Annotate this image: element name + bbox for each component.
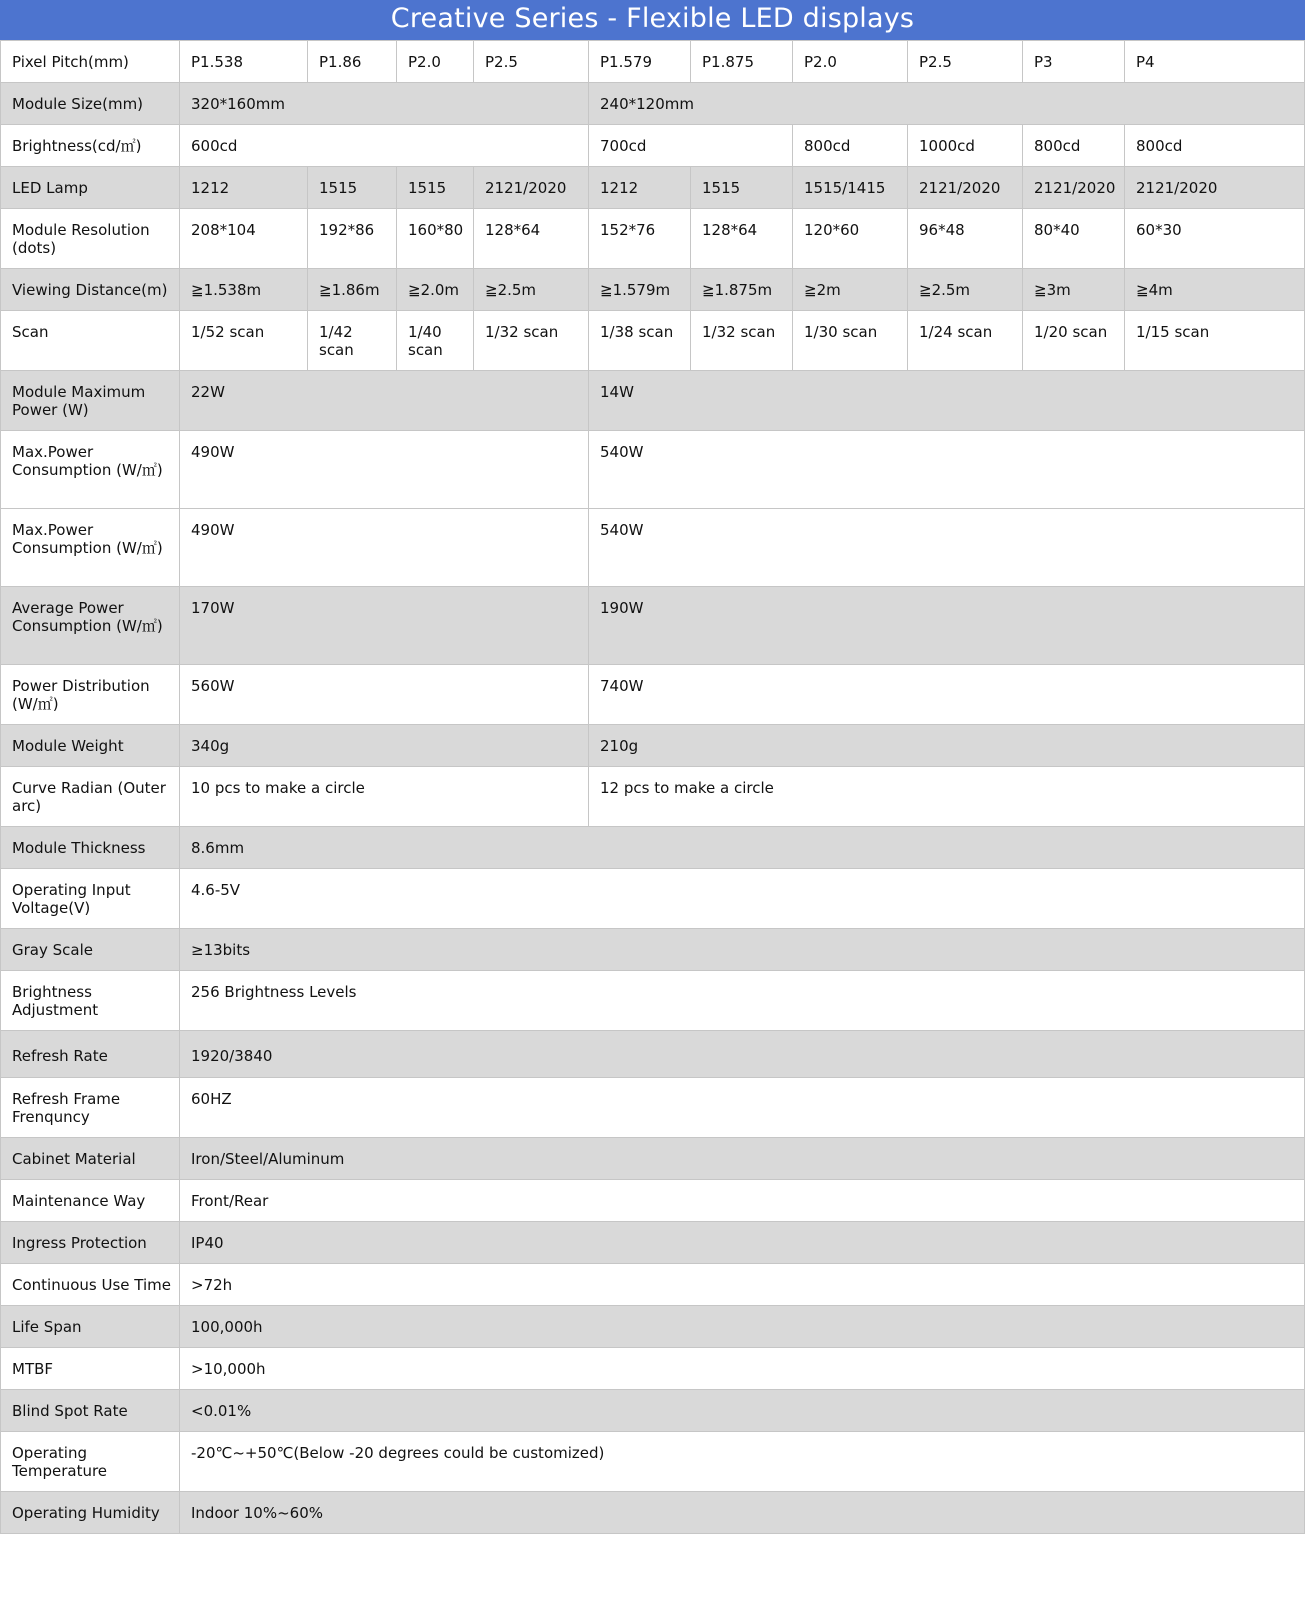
row-label: Life Span bbox=[1, 1306, 180, 1348]
table-cell: Front/Rear bbox=[180, 1180, 1305, 1222]
table-row-max-power-consumption bbox=[1, 431, 1305, 509]
table-row-ingress-protection bbox=[1, 1222, 1305, 1264]
row-label: Power Distribution (W/㎡) bbox=[1, 665, 180, 725]
table-cell: 100,000h bbox=[180, 1306, 1305, 1348]
table-cell: ≧1.875m bbox=[691, 269, 793, 311]
table-row-led-lamp bbox=[1, 167, 1305, 209]
row-label: Max.Power Consumption (W/㎡) bbox=[1, 431, 180, 509]
table-cell: 192*86 bbox=[308, 209, 397, 269]
row-label: Continuous Use Time bbox=[1, 1264, 180, 1306]
table-row-cabinet-material bbox=[1, 1138, 1305, 1180]
table-cell: P1.86 bbox=[308, 41, 397, 83]
table-cell: >10,000h bbox=[180, 1348, 1305, 1390]
row-label: Module Thickness bbox=[1, 827, 180, 869]
table-row-module-resolution bbox=[1, 209, 1305, 269]
table-cell: 1/42 scan bbox=[308, 311, 397, 371]
table-cell: 490W bbox=[180, 509, 589, 587]
table-row-refresh-frame bbox=[1, 1078, 1305, 1138]
row-label: Scan bbox=[1, 311, 180, 371]
table-row-life-span bbox=[1, 1306, 1305, 1348]
page-title: Creative Series - Flexible LED displays bbox=[0, 0, 1305, 40]
table-cell: 2121/2020 bbox=[474, 167, 589, 209]
table-row-viewing-distance bbox=[1, 269, 1305, 311]
table-row-refresh-rate bbox=[1, 1031, 1305, 1078]
table-cell: Indoor 10%~60% bbox=[180, 1492, 1305, 1534]
table-cell: 700cd bbox=[589, 125, 793, 167]
table-cell: 60HZ bbox=[180, 1078, 1305, 1138]
table-cell: 128*64 bbox=[691, 209, 793, 269]
row-label: Pixel Pitch(mm) bbox=[1, 41, 180, 83]
table-cell: 120*60 bbox=[793, 209, 908, 269]
table-cell: 1/15 scan bbox=[1125, 311, 1305, 371]
table-row-operating-temperature bbox=[1, 1432, 1305, 1492]
table-cell: 1/38 scan bbox=[589, 311, 691, 371]
table-cell: 1/20 scan bbox=[1023, 311, 1125, 371]
row-label: Module Maximum Power (W) bbox=[1, 371, 180, 431]
table-cell: 540W bbox=[589, 431, 1305, 509]
row-label: Max.Power Consumption (W/㎡) bbox=[1, 509, 180, 587]
table-row-brightness-adjustment bbox=[1, 971, 1305, 1031]
table-cell: 1515/1415 bbox=[793, 167, 908, 209]
table-cell: ≧2.0m bbox=[397, 269, 474, 311]
table-cell: P3 bbox=[1023, 41, 1125, 83]
table-cell: 340g bbox=[180, 725, 589, 767]
table-row-module-size bbox=[1, 83, 1305, 125]
row-label: Module Size(mm) bbox=[1, 83, 180, 125]
table-cell: P4 bbox=[1125, 41, 1305, 83]
row-label: Brightness(cd/㎡) bbox=[1, 125, 180, 167]
table-cell: 1212 bbox=[180, 167, 308, 209]
table-cell: 256 Brightness Levels bbox=[180, 971, 1305, 1031]
table-cell: 1920/3840 bbox=[180, 1031, 1305, 1078]
table-row-mtbf bbox=[1, 1348, 1305, 1390]
table-cell: 320*160mm bbox=[180, 83, 589, 125]
table-cell: 1515 bbox=[397, 167, 474, 209]
table-cell: ≧2.5m bbox=[474, 269, 589, 311]
table-row-power-distribution bbox=[1, 665, 1305, 725]
row-label: Curve Radian (Outer arc) bbox=[1, 767, 180, 827]
table-cell: ≧3m bbox=[1023, 269, 1125, 311]
table-row-max-power-consumption bbox=[1, 509, 1305, 587]
table-cell: P1.538 bbox=[180, 41, 308, 83]
table-cell: 1000cd bbox=[908, 125, 1023, 167]
table-cell: P2.0 bbox=[793, 41, 908, 83]
table-row-pixel-pitch bbox=[1, 41, 1305, 83]
table-cell: ≧1.86m bbox=[308, 269, 397, 311]
table-cell: 1/40 scan bbox=[397, 311, 474, 371]
table-cell: 8.6mm bbox=[180, 827, 1305, 869]
table-cell: 490W bbox=[180, 431, 589, 509]
table-cell: 800cd bbox=[1023, 125, 1125, 167]
table-row-curve-radian bbox=[1, 767, 1305, 827]
table-cell: Iron/Steel/Aluminum bbox=[180, 1138, 1305, 1180]
row-label: Refresh Frame Frenquncy bbox=[1, 1078, 180, 1138]
table-cell: 2121/2020 bbox=[1125, 167, 1305, 209]
table-cell: 80*40 bbox=[1023, 209, 1125, 269]
row-label: Module Resolution (dots) bbox=[1, 209, 180, 269]
table-row-module-thickness bbox=[1, 827, 1305, 869]
table-cell: P1.875 bbox=[691, 41, 793, 83]
table-cell: 1/32 scan bbox=[474, 311, 589, 371]
table-cell: 10 pcs to make a circle bbox=[180, 767, 589, 827]
row-label: Refresh Rate bbox=[1, 1031, 180, 1078]
row-label: Operating Temperature bbox=[1, 1432, 180, 1492]
table-cell: 1515 bbox=[691, 167, 793, 209]
row-label: Gray Scale bbox=[1, 929, 180, 971]
table-row-continuous-use-time bbox=[1, 1264, 1305, 1306]
table-cell: 540W bbox=[589, 509, 1305, 587]
table-cell: P2.5 bbox=[474, 41, 589, 83]
table-cell: 208*104 bbox=[180, 209, 308, 269]
table-cell: 2121/2020 bbox=[908, 167, 1023, 209]
table-cell: ≧2.5m bbox=[908, 269, 1023, 311]
table-cell: <0.01% bbox=[180, 1390, 1305, 1432]
row-label: Operating Humidity bbox=[1, 1492, 180, 1534]
table-cell: P2.5 bbox=[908, 41, 1023, 83]
table-cell: 210g bbox=[589, 725, 1305, 767]
table-cell: 1515 bbox=[308, 167, 397, 209]
row-label: Blind Spot Rate bbox=[1, 1390, 180, 1432]
table-row-module-weight bbox=[1, 725, 1305, 767]
table-cell: P2.0 bbox=[397, 41, 474, 83]
row-label: LED Lamp bbox=[1, 167, 180, 209]
spec-table bbox=[0, 40, 1305, 1534]
table-cell: 740W bbox=[589, 665, 1305, 725]
table-row-operating-humidity bbox=[1, 1492, 1305, 1534]
table-cell: 128*64 bbox=[474, 209, 589, 269]
table-cell: 160*80 bbox=[397, 209, 474, 269]
row-label: Cabinet Material bbox=[1, 1138, 180, 1180]
table-cell: ≧1.579m bbox=[589, 269, 691, 311]
table-row-module-max-power bbox=[1, 371, 1305, 431]
table-row-maintenance-way bbox=[1, 1180, 1305, 1222]
table-cell: ≥13bits bbox=[180, 929, 1305, 971]
table-cell: 560W bbox=[180, 665, 589, 725]
table-cell: ≧1.538m bbox=[180, 269, 308, 311]
table-cell: 14W bbox=[589, 371, 1305, 431]
table-cell: 152*76 bbox=[589, 209, 691, 269]
table-cell: 190W bbox=[589, 587, 1305, 665]
table-cell: ≧4m bbox=[1125, 269, 1305, 311]
table-cell: 60*30 bbox=[1125, 209, 1305, 269]
table-row-blind-spot-rate bbox=[1, 1390, 1305, 1432]
table-cell: 2121/2020 bbox=[1023, 167, 1125, 209]
table-row-operating-input-voltage bbox=[1, 869, 1305, 929]
row-label: Brightness Adjustment bbox=[1, 971, 180, 1031]
table-cell: 12 pcs to make a circle bbox=[589, 767, 1305, 827]
row-label: Module Weight bbox=[1, 725, 180, 767]
table-row-gray-scale bbox=[1, 929, 1305, 971]
table-row-average-power bbox=[1, 587, 1305, 665]
table-row-scan bbox=[1, 311, 1305, 371]
table-cell: 600cd bbox=[180, 125, 589, 167]
table-cell: 96*48 bbox=[908, 209, 1023, 269]
table-cell: IP40 bbox=[180, 1222, 1305, 1264]
table-cell: 1/52 scan bbox=[180, 311, 308, 371]
table-cell: -20℃~+50℃(Below -20 degrees could be customized) bbox=[180, 1432, 1305, 1492]
table-cell: 1/24 scan bbox=[908, 311, 1023, 371]
row-label: MTBF bbox=[1, 1348, 180, 1390]
table-cell: ≧2m bbox=[793, 269, 908, 311]
table-cell: 1212 bbox=[589, 167, 691, 209]
table-cell: 1/32 scan bbox=[691, 311, 793, 371]
row-label: Maintenance Way bbox=[1, 1180, 180, 1222]
table-cell: 800cd bbox=[793, 125, 908, 167]
row-label: Ingress Protection bbox=[1, 1222, 180, 1264]
table-cell: P1.579 bbox=[589, 41, 691, 83]
row-label: Average Power Consumption (W/㎡) bbox=[1, 587, 180, 665]
table-cell: 240*120mm bbox=[589, 83, 1305, 125]
table-row-brightness bbox=[1, 125, 1305, 167]
table-cell: 4.6-5V bbox=[180, 869, 1305, 929]
table-cell: 22W bbox=[180, 371, 589, 431]
row-label: Viewing Distance(m) bbox=[1, 269, 180, 311]
table-cell: >72h bbox=[180, 1264, 1305, 1306]
table-cell: 1/30 scan bbox=[793, 311, 908, 371]
row-label: Operating Input Voltage(V) bbox=[1, 869, 180, 929]
table-cell: 170W bbox=[180, 587, 589, 665]
table-cell: 800cd bbox=[1125, 125, 1305, 167]
